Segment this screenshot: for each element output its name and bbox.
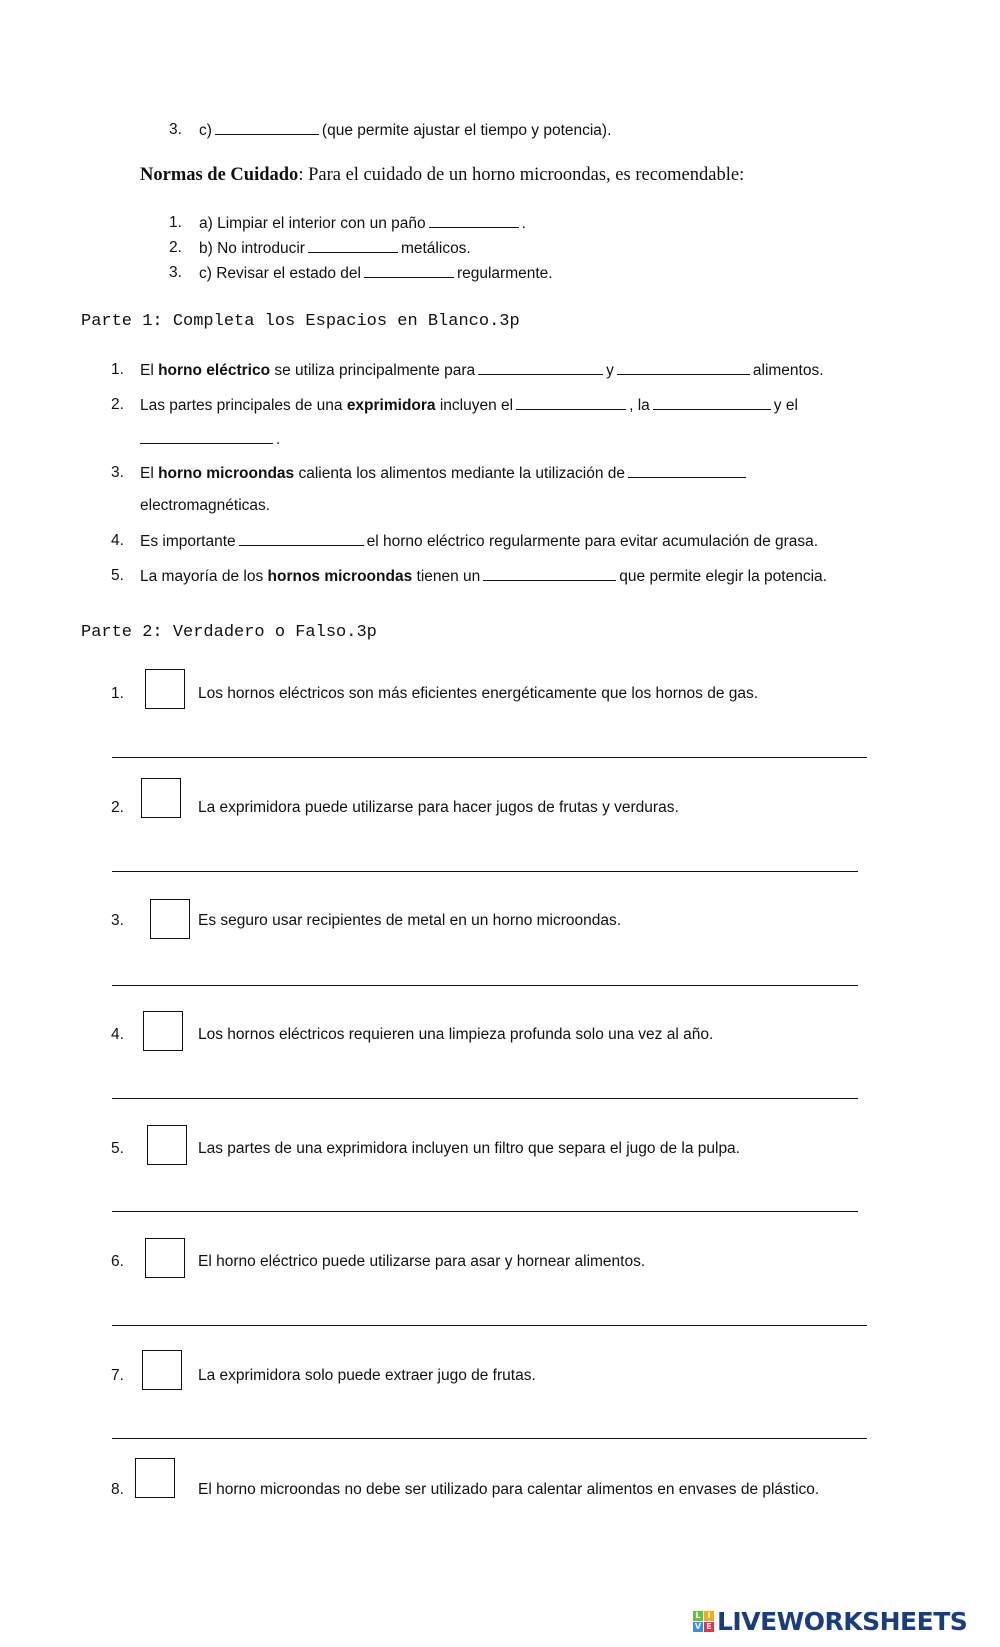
- bold-text: hornos microondas: [267, 568, 413, 585]
- parte1-title: Parte 1: Completa los Espacios en Blanco.3p: [81, 312, 520, 331]
- logo-tile: I: [704, 1611, 714, 1621]
- item-number: 3.: [111, 912, 124, 929]
- true-false-checkbox[interactable]: [147, 1125, 187, 1165]
- parte1-item: [140, 531, 818, 552]
- parte1-item: [140, 463, 749, 484]
- statement-text: Los hornos eléctricos son más eficientes energéticamente que los hornos de gas.: [198, 685, 759, 702]
- text: El: [140, 465, 159, 482]
- parte1-item: [140, 360, 824, 381]
- true-false-checkbox[interactable]: [150, 899, 190, 939]
- statement-text: El horno microondas no debe ser utilizado para calentar alimentos en envases de plástico.: [198, 1481, 820, 1498]
- text: La mayoría de los: [140, 568, 268, 585]
- text: calienta los alimentos mediante la utilización de: [294, 465, 626, 482]
- normas-item: [199, 213, 526, 234]
- text: y: [606, 362, 614, 379]
- normas-item: [199, 238, 471, 259]
- bold-text: horno eléctrico: [158, 362, 271, 379]
- item-number: 5.: [111, 567, 124, 584]
- true-false-checkbox[interactable]: [145, 1238, 185, 1278]
- statement-text: La exprimidora solo puede extraer jugo de frutas.: [198, 1367, 536, 1384]
- statement-text: Es seguro usar recipientes de metal en un horno microondas.: [198, 912, 622, 929]
- blank-input[interactable]: [483, 566, 616, 581]
- text: .: [276, 431, 281, 448]
- item-number: 2.: [111, 799, 124, 816]
- blank-input[interactable]: [429, 213, 519, 228]
- item-number: 7.: [111, 1367, 124, 1384]
- item-number: 8.: [111, 1481, 124, 1498]
- bold-text: exprimidora: [346, 397, 436, 414]
- parte1-item-continuation: electromagnéticas.: [140, 497, 271, 514]
- blank-input[interactable]: [239, 531, 364, 546]
- logo-tile: V: [694, 1622, 702, 1631]
- text: alimentos.: [752, 362, 824, 379]
- item-number: 1.: [111, 685, 124, 702]
- answer-line[interactable]: [112, 1325, 867, 1326]
- statement-text: La exprimidora puede utilizarse para hacer jugos de frutas y verduras.: [198, 799, 679, 816]
- intro-item-3: [199, 120, 611, 141]
- text: regularmente.: [456, 265, 553, 282]
- logo-text: LIVEWORKSHEETS: [717, 1607, 968, 1636]
- blank-input[interactable]: [364, 263, 454, 278]
- parte1-item-continuation: [137, 429, 280, 450]
- text: , la: [629, 397, 650, 414]
- text: que permite elegir la potencia.: [619, 568, 827, 585]
- text: c): [199, 122, 212, 139]
- text: b) No introducir: [199, 240, 305, 257]
- text: El: [140, 362, 159, 379]
- statement-text: Los hornos eléctricos requieren una limpieza profunda solo una vez al año.: [198, 1026, 714, 1043]
- liveworksheets-logo: [693, 1609, 967, 1634]
- logo-tile: L: [693, 1611, 703, 1621]
- blank-input[interactable]: [617, 360, 750, 375]
- item-number: 5.: [111, 1140, 124, 1157]
- text: incluyen el: [435, 397, 514, 414]
- normas-title: Normas de Cuidado: [140, 165, 299, 185]
- text: el horno eléctrico regularmente para evitar acumulación de grasa.: [366, 533, 819, 550]
- text: tienen un: [412, 568, 481, 585]
- answer-line[interactable]: [112, 1438, 867, 1439]
- bold-text: horno microondas: [158, 465, 295, 482]
- true-false-checkbox[interactable]: [135, 1458, 175, 1498]
- true-false-checkbox[interactable]: [145, 669, 185, 709]
- answer-line[interactable]: [112, 1098, 858, 1099]
- text: a) Limpiar el interior con un paño: [199, 215, 426, 232]
- parte1-item: [140, 395, 798, 416]
- text: .: [521, 215, 526, 232]
- blank-input[interactable]: [653, 395, 771, 410]
- statement-text: Las partes de una exprimidora incluyen un filtro que separa el jugo de la pulpa.: [198, 1140, 740, 1157]
- blank-input[interactable]: [478, 360, 603, 375]
- logo-tile: E: [704, 1622, 714, 1632]
- answer-line[interactable]: [112, 1211, 858, 1212]
- text: Es importante: [140, 533, 236, 550]
- item-number: 3.: [169, 264, 182, 281]
- text: Las partes principales de una: [140, 397, 347, 414]
- item-number: 4.: [111, 1026, 124, 1043]
- parte2-title: Parte 2: Verdadero o Falso.3p: [81, 623, 377, 642]
- item-number: 1.: [111, 361, 124, 378]
- true-false-checkbox[interactable]: [143, 1011, 183, 1051]
- text: y el: [773, 397, 798, 414]
- answer-line[interactable]: [112, 757, 867, 758]
- text: (que permite ajustar el tiempo y potencia).: [321, 122, 612, 139]
- item-number: 2.: [111, 396, 124, 413]
- blank-input[interactable]: [140, 429, 273, 444]
- true-false-checkbox[interactable]: [141, 778, 181, 818]
- item-number: 4.: [111, 532, 124, 549]
- text: metálicos.: [400, 240, 471, 257]
- statement-text: El horno eléctrico puede utilizarse para asar y hornear alimentos.: [198, 1253, 646, 1270]
- logo-tiles-icon: [693, 1611, 714, 1632]
- true-false-checkbox[interactable]: [142, 1350, 182, 1390]
- answer-line[interactable]: [112, 985, 858, 986]
- normas-text: : Para el cuidado de un horno microondas, es recomendable:: [298, 165, 745, 185]
- blank-input[interactable]: [308, 238, 398, 253]
- answer-line[interactable]: [112, 871, 858, 872]
- item-number: 3.: [169, 121, 182, 138]
- normas-heading: [140, 165, 744, 185]
- blank-input[interactable]: [516, 395, 626, 410]
- text: c) Revisar el estado del: [199, 265, 361, 282]
- parte1-item: [140, 566, 827, 587]
- text: se utiliza principalmente para: [270, 362, 476, 379]
- item-number: 6.: [111, 1253, 124, 1270]
- item-number: 2.: [169, 239, 182, 256]
- item-number: 1.: [169, 214, 182, 231]
- blank-input[interactable]: [628, 463, 746, 478]
- item-number: 3.: [111, 464, 124, 481]
- normas-item: [199, 263, 553, 284]
- blank-input[interactable]: [215, 120, 319, 135]
